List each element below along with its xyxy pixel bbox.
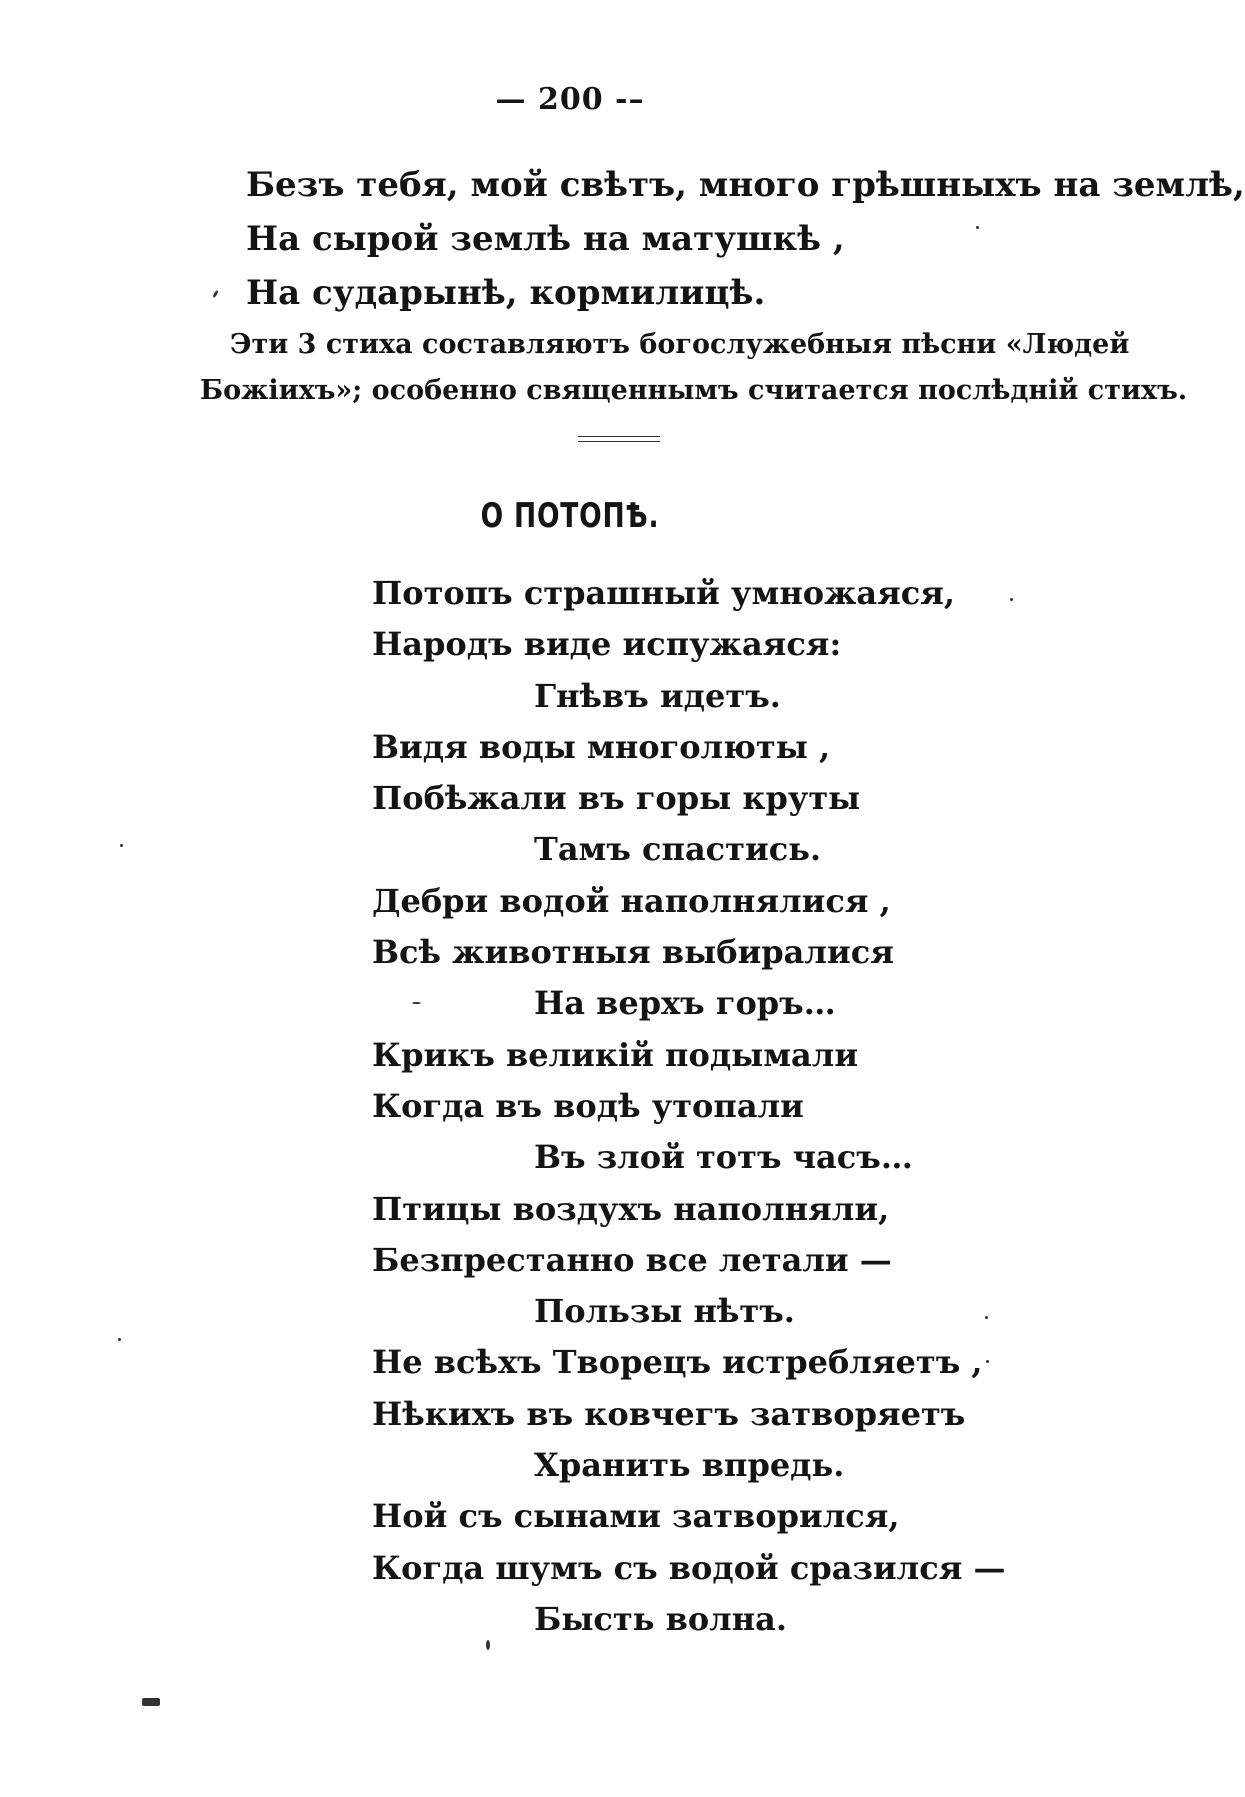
poem-line: Когда въ водѣ утопали bbox=[372, 1086, 804, 1125]
poem-refrain-line: Бысть волна. bbox=[534, 1599, 788, 1638]
poem-line: Дебри водой наполнялися , bbox=[372, 881, 891, 920]
poem-line: Птицы воздухъ наполняли, bbox=[372, 1189, 890, 1228]
verse-line: На сырой землѣ на матушкѣ , bbox=[246, 219, 845, 259]
scan-speck bbox=[212, 290, 219, 298]
poem-refrain-line: Тамъ спастись. bbox=[534, 830, 822, 869]
poem-line: Безпрестанно все летали — bbox=[372, 1240, 892, 1279]
editorial-note bbox=[200, 322, 1188, 414]
scan-speck bbox=[120, 844, 123, 847]
poem-line: Народъ виде испужаяся: bbox=[372, 625, 842, 664]
poem-refrain-line: Гнѣвъ идетъ. bbox=[534, 676, 781, 715]
poem-line: Побѣжали въ горы круты bbox=[372, 779, 861, 818]
verse-line: На сударынѣ, кормилицѣ. bbox=[246, 273, 766, 313]
poem-line: Когда шумъ съ водой сразился — bbox=[372, 1548, 1006, 1587]
scan-speck bbox=[985, 1316, 988, 1319]
poem-refrain-line: Въ злой тотъ часъ… bbox=[534, 1138, 913, 1177]
scan-speck bbox=[1010, 598, 1013, 601]
poem-refrain-line: На верхъ горъ… bbox=[534, 984, 836, 1023]
poem-body bbox=[372, 568, 1006, 1645]
page-number: — 200 -– bbox=[495, 82, 645, 117]
poem-line: Всѣ животныя выбиралися bbox=[372, 933, 894, 972]
poem-line: Нѣкихъ въ ковчегъ затворяетъ bbox=[372, 1394, 966, 1433]
section-divider bbox=[578, 436, 660, 442]
scan-speck bbox=[118, 1338, 121, 1341]
note-line: Эти 3 стиха составляютъ богослужебныя пѣсни «Людей bbox=[230, 329, 1130, 360]
scan-speck bbox=[486, 1640, 490, 1650]
note-line: Божіихъ»; особенно священнымъ считается послѣдній стихъ. bbox=[200, 375, 1188, 406]
scan-speck bbox=[412, 1002, 421, 1004]
previous-verse bbox=[246, 158, 1245, 320]
poem-line: Не всѣхъ Творецъ истребляетъ , bbox=[372, 1343, 983, 1382]
poem-line: Видя воды многолюты , bbox=[372, 727, 831, 766]
poem-refrain-line: Хранить впредь. bbox=[534, 1446, 845, 1485]
poem-line: Потопъ страшный умножаяся, bbox=[372, 574, 956, 612]
poem-line: Ной съ сынами затворился, bbox=[372, 1497, 900, 1536]
poem-title: О ПОТОПѢ. bbox=[480, 496, 660, 536]
verse-line: Безъ тебя, мой свѣтъ, много грѣшныхъ на землѣ, bbox=[246, 165, 1245, 205]
poem-line: Крикъ великій подымали bbox=[372, 1035, 859, 1074]
scan-speck bbox=[976, 226, 979, 229]
scan-speck bbox=[142, 1698, 160, 1706]
scan-speck bbox=[986, 1360, 989, 1363]
poem-refrain-line: Пользы нѣтъ. bbox=[534, 1292, 795, 1331]
